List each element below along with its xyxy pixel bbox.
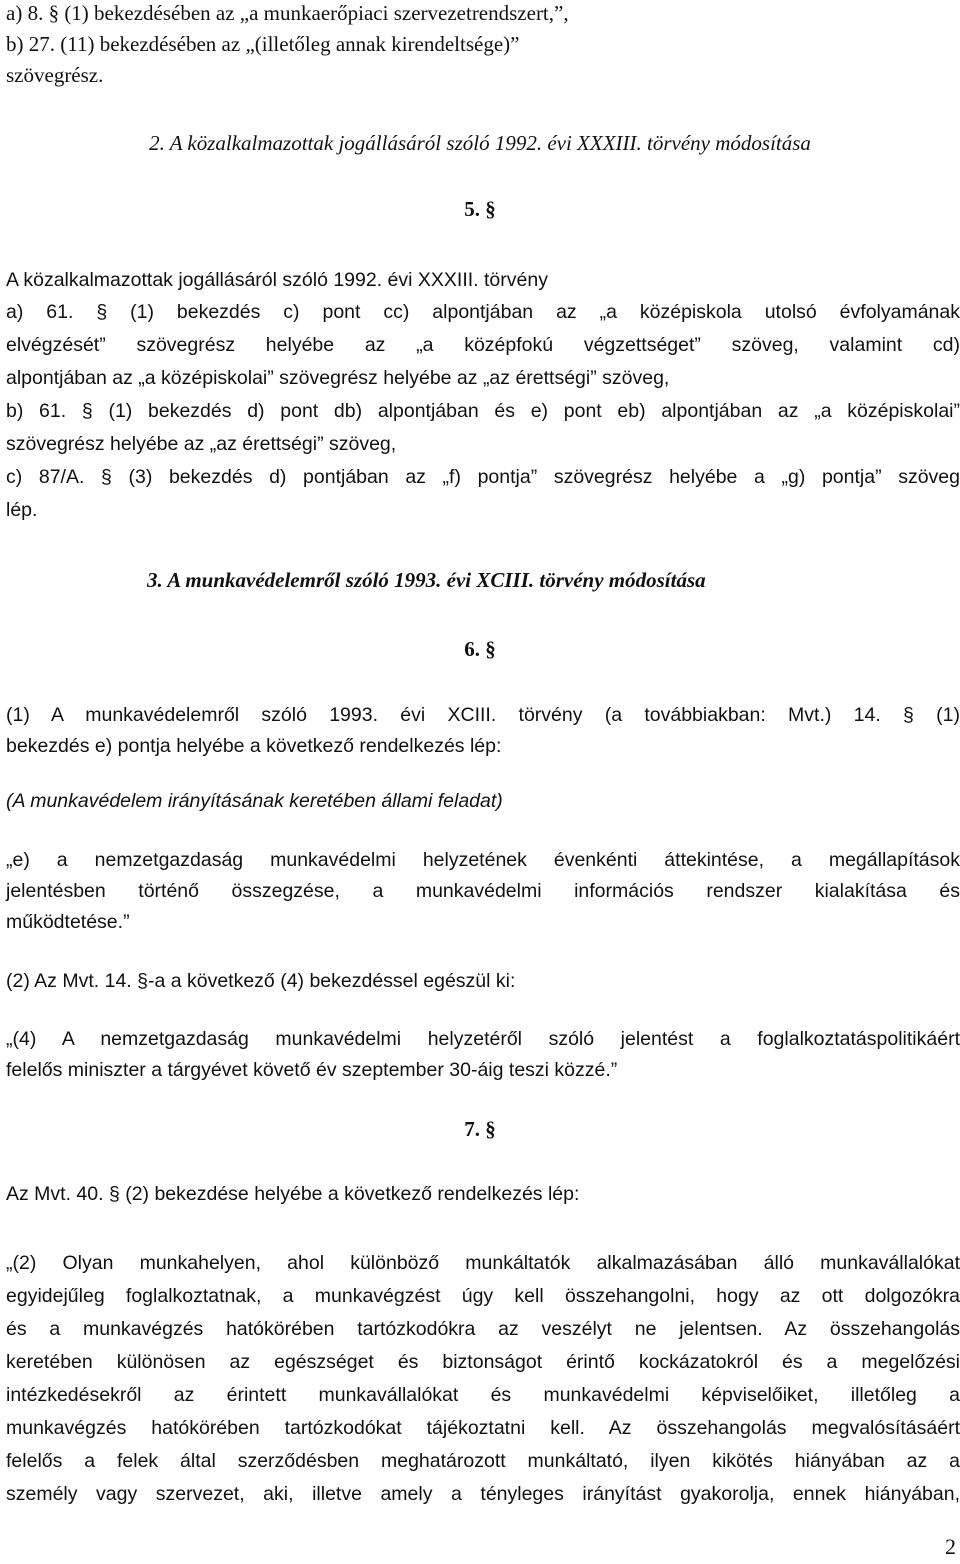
text-line: intézkedésekről az érintett munkavállalókat és munkavédelmi képviselőiket, illetőleg a [6, 1384, 960, 1406]
text-line: b) 61. § (1) bekezdés d) pont db) alpontjában és e) pont eb) alpontjában az „a középiskolai” [6, 400, 960, 422]
section-5-title: 5. § [464, 197, 496, 221]
section-6-paragraph-1 [6, 700, 960, 762]
section-6-context-note [6, 786, 960, 817]
text-line: szövegrész. [6, 63, 104, 87]
text-line: munkavégzés hatókörében tartózkodókat tájékoztatni kell. Az összehangolás megvalósításáért [6, 1417, 960, 1439]
text-line: személy vagy szervezet, aki, illetve amely a tényleges irányítást gyakorolja, ennek hiányában, [6, 1483, 960, 1505]
section-7-quoted-paragraph-2 [6, 1247, 960, 1511]
text-line: alpontjában az „a középiskolai” szövegrész helyébe az „az érettségi” szöveg, [6, 367, 670, 389]
text-line: működtetése.” [6, 911, 130, 933]
text-line: A közalkalmazottak jogállásáról szóló 1992. évi XXXIII. törvény [6, 269, 548, 291]
text-line: b) 27. (11) bekezdésében az „(illetőleg annak kirendeltsége)” [6, 32, 520, 56]
text-line: „e) a nemzetgazdaság munkavédelmi helyzetének évenkénti áttekintése, a megállapítások [6, 849, 960, 871]
text-line: lép. [6, 499, 38, 521]
chapter-heading-2: 2. A közalkalmazottak jogállásáról szóló 1992. évi XXXIII. törvény módosítása [149, 131, 811, 155]
text-line: Az Mvt. 40. § (2) bekezdése helyébe a következő rendelkezés lép: [6, 1183, 580, 1205]
text-line: és a munkavégzés hatókörében tartózkodókra az veszélyt ne jelentsen. Az összehangolás [6, 1318, 960, 1340]
section-6-quoted-point-e [6, 845, 960, 938]
text-line: jelentésben történő összegzése, a munkavédelmi információs rendszer kialakítása és [6, 880, 960, 902]
chapter-heading-3: 3. A munkavédelemről szóló 1993. évi XCIII. törvény módosítása [147, 568, 706, 592]
text-line: felelős miniszter a tárgyévet követő év szeptember 30-áig teszi közzé.” [6, 1059, 618, 1081]
text-line: (A munkavédelem irányításának keretében állami feladat) [6, 790, 503, 812]
top-list [6, 0, 960, 91]
text-line: elvégzését” szövegrész helyébe az „a középfokú végzettséget” szöveg, valamint cd) [6, 334, 960, 356]
section-5-body [6, 265, 960, 527]
text-line: a) 8. § (1) bekezdésében az „a munkaerőpiaci szervezetrendszert,”, [6, 1, 569, 25]
text-line: „(4) A nemzetgazdaság munkavédelmi helyzetéről szóló jelentést a foglalkoztatáspolitikáért [6, 1028, 960, 1050]
section-7-title: 7. § [464, 1117, 496, 1141]
text-line: felelős a felek által szerződésben meghatározott munkáltató, ilyen kikötés hiányában az a [6, 1450, 960, 1472]
text-line: a) 61. § (1) bekezdés c) pont cc) alpontjában az „a középiskola utolsó évfolyamának [6, 301, 960, 323]
text-line: „(2) Olyan munkahelyen, ahol különböző munkáltatók alkalmazásában álló munkavállalókat [6, 1252, 960, 1274]
section-6-paragraph-2 [6, 966, 960, 997]
text-line: egyidejűleg foglalkoztatnak, a munkavégzést úgy kell összehangolni, hogy az ott dolgozókra [6, 1285, 960, 1307]
section-6-quoted-paragraph-4 [6, 1024, 960, 1086]
page-number: 2 [945, 1534, 956, 1559]
text-line: (2) Az Mvt. 14. §-a a következő (4) bekezdéssel egészül ki: [6, 970, 516, 992]
text-line: keretében különösen az egészséget és biztonságot érintő kockázatokról és a megelőzési [6, 1351, 960, 1373]
text-line: szövegrész helyébe az „az érettségi” szöveg, [6, 433, 397, 455]
section-7-paragraph-1 [6, 1179, 960, 1210]
text-line: (1) A munkavédelemről szóló 1993. évi XCIII. törvény (a továbbiakban: Mvt.) 14. § (1) [6, 704, 960, 726]
text-line: bekezdés e) pontja helyébe a következő rendelkezés lép: [6, 735, 502, 757]
section-6-title: 6. § [464, 637, 496, 661]
text-line: c) 87/A. § (3) bekezdés d) pontjában az „f) pontja” szövegrész helyébe a „g) pontja” szöveg [6, 466, 960, 488]
